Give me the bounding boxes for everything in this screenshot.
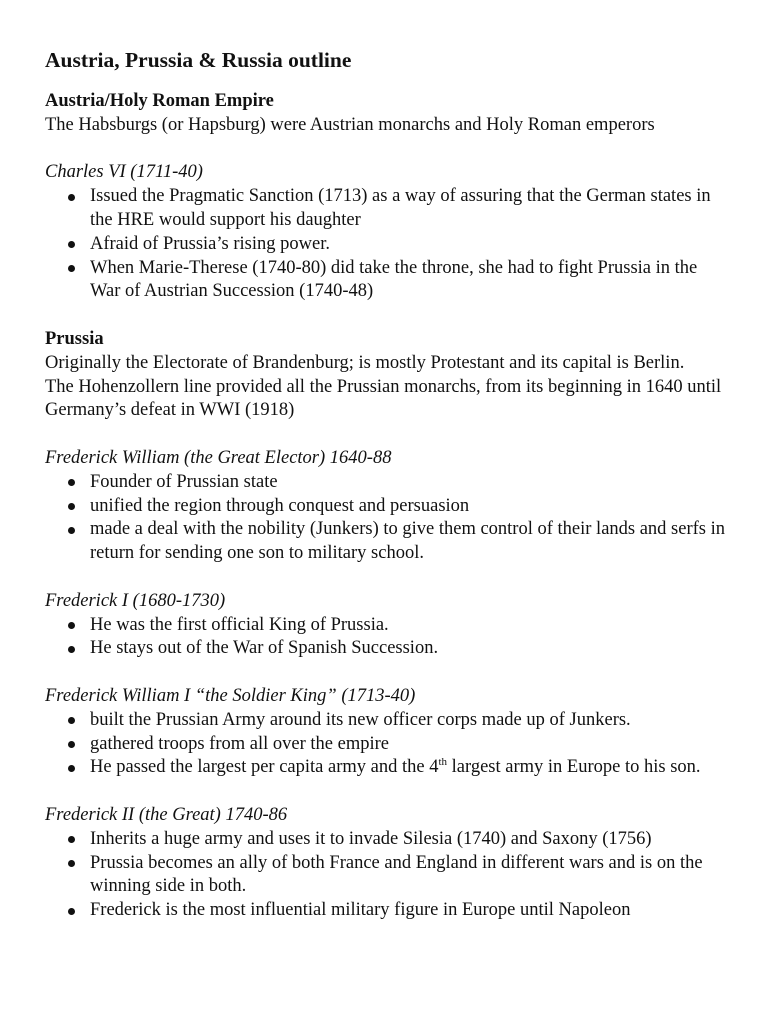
list-item: He was the first official King of Prussia. [90,614,728,638]
frederick-i-heading: Frederick I (1680-1730) [45,590,226,611]
bullet-icon [68,265,75,272]
list-item: Inherits a huge army and uses it to invade Silesia (1740) and Saxony (1756) [90,828,728,852]
spacer [45,566,728,590]
bullet-icon [68,479,75,486]
prussia-section-heading: Prussia [45,328,104,349]
spacer [45,661,728,685]
list-item: He passed the largest per capita army and the 4th largest army in Europe to his son. [90,756,728,780]
list-item: He stays out of the War of Spanish Succession. [90,637,728,661]
bullet-icon [68,908,75,915]
bullet-icon [68,836,75,843]
frederick-ii-heading: Frederick II (the Great) 1740-86 [45,804,288,825]
spacer [45,138,728,162]
list-item: Issued the Pragmatic Sanction (1713) as a way of assuring that the German states in the HRE would support his daughter [90,185,728,233]
austria-intro: The Habsburgs (or Hapsburg) were Austrian monarchs and Holy Roman emperors [45,114,655,135]
great-elector-heading: Frederick William (the Great Elector) 1640-88 [45,447,392,468]
bullet-icon [68,717,75,724]
list-item: Frederick is the most influential military figure in Europe until Napoleon [90,899,728,923]
document-title: Austria, Prussia & Russia outline [45,48,352,72]
soldier-king-list [45,709,728,780]
frederick-i-list [45,614,728,662]
austria-section-heading: Austria/Holy Roman Empire [45,91,274,111]
bullet-icon [68,860,75,867]
list-item: unified the region through conquest and persuasion [90,495,728,519]
spacer [45,304,728,328]
charles-vi-list [45,185,728,304]
prussia-intro-2: The Hohenzollern line provided all the Prussian monarchs, from its beginning in 1640 until Germany’s defeat in WWI (1918) [45,376,722,421]
bullet-icon [68,765,75,772]
bullet-icon [68,622,75,629]
list-item: Afraid of Prussia’s rising power. [90,233,728,257]
bullet-icon [68,527,75,534]
charles-vi-heading: Charles VI (1711-40) [45,162,203,183]
bullet-icon [68,741,75,748]
bullet-icon [68,194,75,201]
bullet-icon [68,241,75,248]
list-item: Founder of Prussian state [90,471,728,495]
list-item: gathered troops from all over the empire [90,733,728,757]
frederick-ii-list [45,828,728,923]
soldier-king-heading: Frederick William I “the Soldier King” (1713-40) [45,685,416,706]
list-item: When Marie-Therese (1740-80) did take the throne, she had to fight Prussia in the War of Austrian Succession (1740-48) [90,257,728,305]
list-item: made a deal with the nobility (Junkers) to give them control of their lands and serfs in return for sending one son to military school. [90,518,728,566]
great-elector-list [45,471,728,566]
list-item: built the Prussian Army around its new officer corps made up of Junkers. [90,709,728,733]
spacer [45,780,728,804]
bullet-icon [68,503,75,510]
list-item: Prussia becomes an ally of both France and England in different wars and is on the winning side in both. [90,852,728,900]
spacer [45,423,728,447]
bullet-icon [68,646,75,653]
prussia-intro-1: Originally the Electorate of Brandenburg; is mostly Protestant and its capital is Berlin. [45,352,685,373]
